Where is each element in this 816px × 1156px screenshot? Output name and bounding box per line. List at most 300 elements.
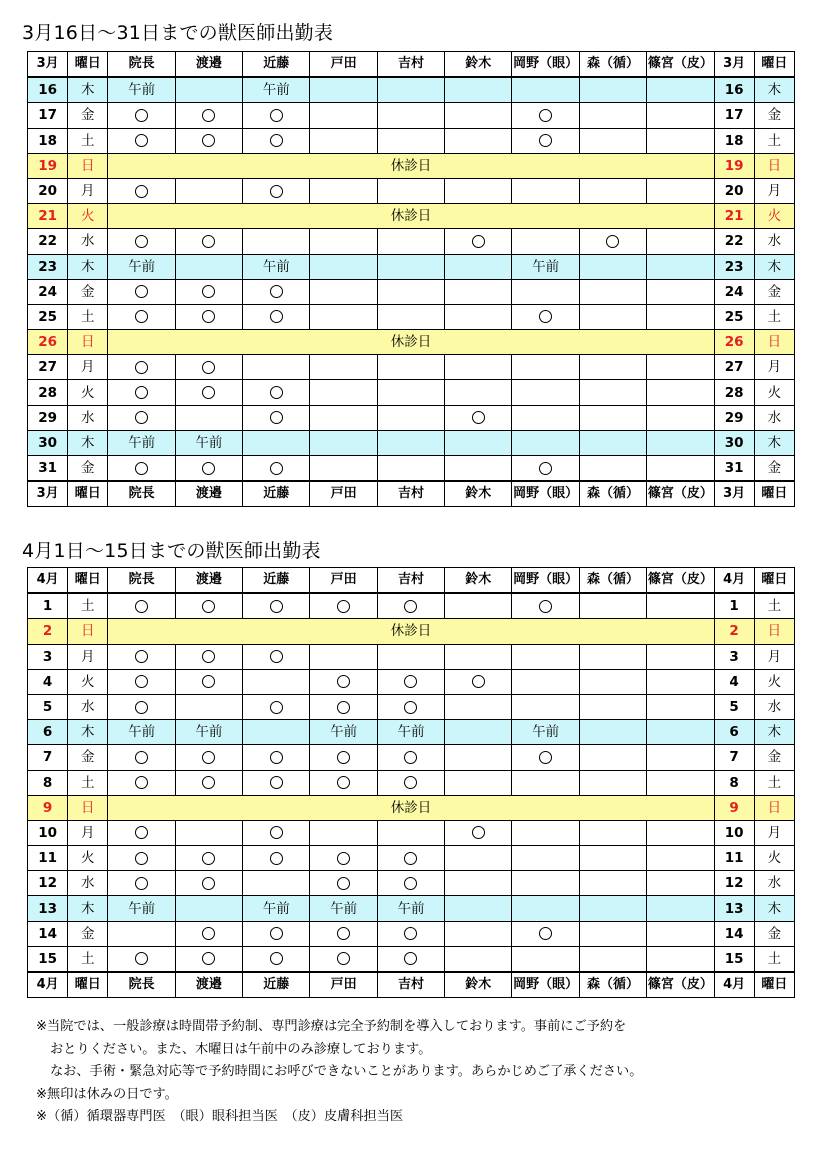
circle-mark-icon <box>135 109 148 122</box>
attendance-cell <box>243 304 310 329</box>
doctor-header: 渡邉 <box>175 52 242 78</box>
schedule-table-april <box>27 567 795 998</box>
attendance-cell <box>579 770 646 795</box>
attendance-cell <box>310 694 377 719</box>
attendance-cell <box>445 430 512 455</box>
attendance-cell <box>445 644 512 669</box>
weekday: 水 <box>754 871 794 896</box>
day-number: 11 <box>714 846 754 871</box>
attendance-cell: 午前 <box>377 896 444 921</box>
month-header: 3月 <box>714 481 754 507</box>
attendance-cell <box>108 380 175 405</box>
day-row <box>28 896 795 921</box>
attendance-cell <box>445 103 512 128</box>
attendance-cell <box>512 669 579 694</box>
attendance-cell <box>108 279 175 304</box>
attendance-cell <box>647 846 714 871</box>
notes <box>36 1016 642 1129</box>
weekday: 水 <box>68 229 108 254</box>
closed-label: 休診日 <box>108 795 714 820</box>
attendance-cell <box>175 946 242 972</box>
doctor-header: 戸田 <box>310 52 377 78</box>
weekday: 月 <box>68 820 108 845</box>
doctor-header: 岡野（眼） <box>512 481 579 507</box>
attendance-cell <box>175 770 242 795</box>
attendance-cell <box>310 229 377 254</box>
doctor-header: 近藤 <box>243 481 310 507</box>
attendance-cell <box>445 593 512 619</box>
attendance-cell <box>175 380 242 405</box>
month-header: 4月 <box>714 568 754 594</box>
doctor-header: 近藤 <box>243 52 310 78</box>
attendance-cell <box>377 279 444 304</box>
circle-mark-icon <box>202 386 215 399</box>
doctor-header: 戸田 <box>310 481 377 507</box>
attendance-cell <box>647 770 714 795</box>
circle-mark-icon <box>270 701 283 714</box>
attendance-cell <box>377 77 444 103</box>
circle-mark-icon <box>202 852 215 865</box>
attendance-cell <box>512 178 579 203</box>
doctor-header: 岡野（眼） <box>512 568 579 594</box>
circle-mark-icon <box>135 386 148 399</box>
circle-mark-icon <box>337 952 350 965</box>
attendance-cell <box>512 128 579 153</box>
attendance-cell <box>445 279 512 304</box>
attendance-cell: 午前 <box>377 720 444 745</box>
day-number: 7 <box>714 745 754 770</box>
circle-mark-icon <box>539 134 552 147</box>
day-number: 3 <box>28 644 68 669</box>
attendance-cell <box>445 456 512 482</box>
day-number: 19 <box>28 153 68 178</box>
weekday: 金 <box>68 745 108 770</box>
day-number: 11 <box>28 846 68 871</box>
attendance-cell <box>377 820 444 845</box>
header-row <box>28 481 795 507</box>
day-number: 3 <box>714 644 754 669</box>
attendance-cell <box>647 304 714 329</box>
weekday: 木 <box>68 896 108 921</box>
day-number: 5 <box>714 694 754 719</box>
attendance-cell <box>512 921 579 946</box>
schedule-table-march <box>27 51 795 507</box>
attendance-cell <box>243 946 310 972</box>
attendance-cell <box>647 820 714 845</box>
attendance-cell <box>310 128 377 153</box>
circle-mark-icon <box>135 675 148 688</box>
closed-label: 休診日 <box>108 153 714 178</box>
day-number: 1 <box>28 593 68 619</box>
day-number: 25 <box>714 304 754 329</box>
circle-mark-icon <box>270 600 283 613</box>
day-row <box>28 846 795 871</box>
attendance-cell <box>243 921 310 946</box>
circle-mark-icon <box>202 751 215 764</box>
closed-label: 休診日 <box>108 204 714 229</box>
attendance-cell <box>243 405 310 430</box>
attendance-cell <box>175 896 242 921</box>
doctor-header: 渡邉 <box>175 972 242 998</box>
attendance-cell <box>243 593 310 619</box>
day-number: 9 <box>28 795 68 820</box>
circle-mark-icon <box>202 650 215 663</box>
attendance-cell <box>377 355 444 380</box>
circle-mark-icon <box>404 927 417 940</box>
attendance-cell <box>108 745 175 770</box>
day-row <box>28 355 795 380</box>
circle-mark-icon <box>539 109 552 122</box>
attendance-cell <box>512 77 579 103</box>
day-number: 5 <box>28 694 68 719</box>
day-number: 6 <box>28 720 68 745</box>
weekday: 木 <box>68 720 108 745</box>
attendance-cell <box>310 644 377 669</box>
day-number: 10 <box>714 820 754 845</box>
attendance-cell <box>445 694 512 719</box>
circle-mark-icon <box>539 927 552 940</box>
attendance-cell <box>377 254 444 279</box>
attendance-cell: 午前 <box>512 720 579 745</box>
attendance-cell <box>579 254 646 279</box>
doctor-header: 鈴木 <box>445 568 512 594</box>
circle-mark-icon <box>135 310 148 323</box>
attendance-cell <box>175 871 242 896</box>
month-header: 3月 <box>28 52 68 78</box>
circle-mark-icon <box>135 235 148 248</box>
closed-day-row <box>28 795 795 820</box>
attendance-cell <box>243 644 310 669</box>
day-number: 13 <box>28 896 68 921</box>
attendance-cell <box>310 456 377 482</box>
attendance-cell: 午前 <box>310 896 377 921</box>
day-number: 9 <box>714 795 754 820</box>
attendance-cell <box>377 304 444 329</box>
day-number: 13 <box>714 896 754 921</box>
circle-mark-icon <box>135 411 148 424</box>
attendance-cell <box>175 644 242 669</box>
day-number: 16 <box>714 77 754 103</box>
attendance-cell <box>512 846 579 871</box>
doctor-header: 篠宮（皮） <box>647 52 714 78</box>
attendance-cell <box>243 770 310 795</box>
circle-mark-icon <box>270 650 283 663</box>
attendance-cell <box>579 694 646 719</box>
attendance-cell <box>310 946 377 972</box>
doctor-header: 岡野（眼） <box>512 52 579 78</box>
weekday: 木 <box>754 720 794 745</box>
attendance-cell <box>310 770 377 795</box>
circle-mark-icon <box>337 701 350 714</box>
doctor-header: 森（循） <box>579 52 646 78</box>
day-number: 1 <box>714 593 754 619</box>
doctor-header: 戸田 <box>310 972 377 998</box>
circle-mark-icon <box>135 826 148 839</box>
day-row <box>28 77 795 103</box>
attendance-cell <box>579 456 646 482</box>
attendance-cell <box>310 669 377 694</box>
attendance-cell <box>377 456 444 482</box>
attendance-cell <box>579 304 646 329</box>
doctor-header: 吉村 <box>377 972 444 998</box>
attendance-cell <box>647 103 714 128</box>
weekday: 火 <box>754 846 794 871</box>
day-number: 14 <box>28 921 68 946</box>
attendance-cell <box>512 430 579 455</box>
doctor-header: 渡邉 <box>175 481 242 507</box>
day-row <box>28 593 795 619</box>
attendance-cell: 午前 <box>243 77 310 103</box>
doctor-header: 院長 <box>108 568 175 594</box>
attendance-cell <box>108 304 175 329</box>
attendance-cell <box>175 178 242 203</box>
day-number: 6 <box>714 720 754 745</box>
doctor-header: 鈴木 <box>445 972 512 998</box>
attendance-cell <box>108 694 175 719</box>
day-row <box>28 720 795 745</box>
weekday: 木 <box>754 77 794 103</box>
attendance-cell <box>512 820 579 845</box>
circle-mark-icon <box>135 701 148 714</box>
attendance-cell <box>108 946 175 972</box>
circle-mark-icon <box>404 701 417 714</box>
weekday: 土 <box>754 593 794 619</box>
attendance-cell <box>310 103 377 128</box>
circle-mark-icon <box>404 776 417 789</box>
day-number: 29 <box>714 405 754 430</box>
attendance-cell <box>377 921 444 946</box>
attendance-cell <box>512 355 579 380</box>
attendance-cell <box>310 254 377 279</box>
attendance-cell <box>647 229 714 254</box>
attendance-cell <box>243 871 310 896</box>
doctor-header: 森（循） <box>579 568 646 594</box>
day-number: 22 <box>714 229 754 254</box>
attendance-cell <box>647 593 714 619</box>
day-number: 18 <box>714 128 754 153</box>
attendance-cell: 午前 <box>243 254 310 279</box>
weekday: 金 <box>68 279 108 304</box>
day-number: 30 <box>28 430 68 455</box>
doctor-header: 篠宮（皮） <box>647 568 714 594</box>
circle-mark-icon <box>270 927 283 940</box>
doctor-header: 篠宮（皮） <box>647 481 714 507</box>
weekday: 金 <box>68 921 108 946</box>
day-row <box>28 921 795 946</box>
attendance-cell <box>512 871 579 896</box>
attendance-cell <box>310 178 377 203</box>
attendance-cell <box>175 304 242 329</box>
weekday-header: 曜日 <box>754 52 794 78</box>
attendance-cell <box>445 178 512 203</box>
weekday: 金 <box>754 456 794 482</box>
attendance-cell <box>647 456 714 482</box>
attendance-cell <box>647 745 714 770</box>
day-number: 16 <box>28 77 68 103</box>
attendance-cell <box>175 593 242 619</box>
circle-mark-icon <box>270 826 283 839</box>
attendance-cell <box>647 405 714 430</box>
attendance-cell <box>175 846 242 871</box>
attendance-cell <box>175 128 242 153</box>
doctor-header: 篠宮（皮） <box>647 972 714 998</box>
schedule-title-april: 4月1日〜15日までの獣医師出勤表 <box>22 540 321 562</box>
attendance-cell <box>243 745 310 770</box>
attendance-cell <box>243 694 310 719</box>
attendance-cell <box>175 921 242 946</box>
day-number: 21 <box>28 204 68 229</box>
attendance-cell <box>647 694 714 719</box>
attendance-cell <box>445 896 512 921</box>
attendance-cell <box>175 355 242 380</box>
closed-label: 休診日 <box>108 330 714 355</box>
day-row <box>28 644 795 669</box>
day-number: 31 <box>28 456 68 482</box>
circle-mark-icon <box>472 411 485 424</box>
attendance-cell <box>108 921 175 946</box>
day-row <box>28 254 795 279</box>
weekday: 日 <box>68 795 108 820</box>
attendance-cell <box>108 871 175 896</box>
day-number: 27 <box>714 355 754 380</box>
note-line: ※当院では、一般診療は時間帯予約制、専門診療は完全予約制を導入しております。事前にご予約を <box>36 1019 627 1034</box>
circle-mark-icon <box>202 134 215 147</box>
weekday: 木 <box>754 254 794 279</box>
weekday: 土 <box>68 770 108 795</box>
day-number: 2 <box>714 619 754 644</box>
circle-mark-icon <box>135 285 148 298</box>
month-header: 4月 <box>714 972 754 998</box>
day-number: 20 <box>714 178 754 203</box>
attendance-cell <box>377 946 444 972</box>
weekday: 土 <box>68 128 108 153</box>
attendance-cell <box>377 128 444 153</box>
attendance-cell <box>579 430 646 455</box>
attendance-cell <box>579 77 646 103</box>
attendance-cell: 午前 <box>243 896 310 921</box>
weekday-header: 曜日 <box>754 972 794 998</box>
attendance-cell <box>445 229 512 254</box>
day-number: 21 <box>714 204 754 229</box>
attendance-cell: 午前 <box>108 77 175 103</box>
attendance-cell <box>647 896 714 921</box>
day-number: 28 <box>28 380 68 405</box>
day-number: 14 <box>714 921 754 946</box>
day-row <box>28 430 795 455</box>
attendance-cell <box>647 128 714 153</box>
attendance-cell <box>579 405 646 430</box>
circle-mark-icon <box>404 852 417 865</box>
attendance-cell <box>579 921 646 946</box>
attendance-cell <box>377 694 444 719</box>
day-number: 23 <box>714 254 754 279</box>
day-row <box>28 380 795 405</box>
day-number: 26 <box>28 330 68 355</box>
attendance-cell <box>579 871 646 896</box>
circle-mark-icon <box>135 650 148 663</box>
day-row <box>28 669 795 694</box>
attendance-cell <box>579 103 646 128</box>
attendance-cell <box>377 178 444 203</box>
doctor-header: 院長 <box>108 481 175 507</box>
attendance-cell <box>445 77 512 103</box>
attendance-cell <box>445 254 512 279</box>
schedule-title-march: 3月16日〜31日までの獣医師出勤表 <box>22 22 334 44</box>
attendance-cell <box>579 279 646 304</box>
weekday: 月 <box>754 355 794 380</box>
doctor-header: 吉村 <box>377 52 444 78</box>
circle-mark-icon <box>337 927 350 940</box>
day-number: 4 <box>714 669 754 694</box>
day-number: 30 <box>714 430 754 455</box>
day-number: 24 <box>28 279 68 304</box>
circle-mark-icon <box>202 285 215 298</box>
day-row <box>28 745 795 770</box>
attendance-cell <box>310 279 377 304</box>
weekday: 月 <box>754 644 794 669</box>
day-row <box>28 820 795 845</box>
attendance-cell <box>377 593 444 619</box>
attendance-cell <box>243 229 310 254</box>
attendance-cell <box>108 103 175 128</box>
note-line: ※（循）循環器専門医 （眼）眼科担当医 （皮）皮膚科担当医 <box>36 1109 404 1124</box>
attendance-cell <box>377 103 444 128</box>
circle-mark-icon <box>539 462 552 475</box>
attendance-cell <box>175 669 242 694</box>
attendance-cell <box>647 720 714 745</box>
day-row <box>28 229 795 254</box>
circle-mark-icon <box>135 776 148 789</box>
weekday: 日 <box>68 153 108 178</box>
weekday: 日 <box>754 619 794 644</box>
weekday: 月 <box>68 644 108 669</box>
doctor-header: 戸田 <box>310 568 377 594</box>
month-header: 4月 <box>28 568 68 594</box>
day-number: 25 <box>28 304 68 329</box>
circle-mark-icon <box>404 952 417 965</box>
circle-mark-icon <box>270 751 283 764</box>
header-row <box>28 568 795 594</box>
attendance-cell <box>647 355 714 380</box>
attendance-cell <box>445 405 512 430</box>
weekday: 月 <box>754 178 794 203</box>
doctor-header: 吉村 <box>377 568 444 594</box>
day-number: 31 <box>714 456 754 482</box>
circle-mark-icon <box>135 751 148 764</box>
circle-mark-icon <box>337 675 350 688</box>
circle-mark-icon <box>270 952 283 965</box>
attendance-cell <box>310 380 377 405</box>
circle-mark-icon <box>539 751 552 764</box>
weekday: 金 <box>754 103 794 128</box>
weekday: 火 <box>754 669 794 694</box>
circle-mark-icon <box>202 235 215 248</box>
weekday: 土 <box>754 128 794 153</box>
attendance-cell <box>175 820 242 845</box>
day-number: 15 <box>714 946 754 972</box>
circle-mark-icon <box>135 462 148 475</box>
attendance-cell <box>579 380 646 405</box>
day-row <box>28 405 795 430</box>
doctor-header: 岡野（眼） <box>512 972 579 998</box>
attendance-cell <box>647 430 714 455</box>
attendance-cell <box>579 946 646 972</box>
circle-mark-icon <box>202 600 215 613</box>
circle-mark-icon <box>202 310 215 323</box>
attendance-cell <box>377 770 444 795</box>
weekday: 水 <box>68 694 108 719</box>
attendance-cell: 午前 <box>108 896 175 921</box>
